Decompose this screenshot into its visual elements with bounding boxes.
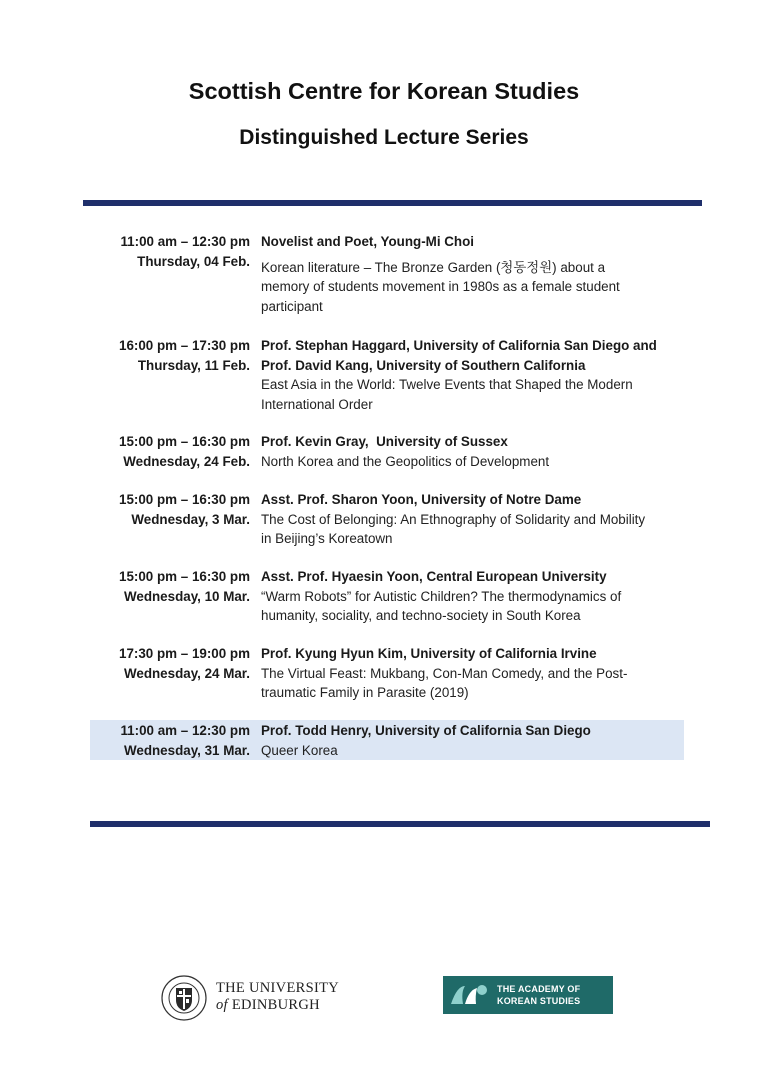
event-speaker: Prof. Kyung Hyun Kim, University of California Irvine: [261, 646, 597, 661]
event-description: Korean literature – The Bronze Garden (청동정원) about a: [261, 259, 606, 275]
event-info: [261, 490, 683, 549]
event-speaker: Prof. Stephan Haggard, University of California San Diego and: [261, 338, 657, 353]
edinburgh-line2: [216, 997, 339, 1014]
event-date: Thursday, 11 Feb.: [137, 357, 250, 373]
event-description: humanity, sociality, and techno-society in South Korea: [261, 608, 581, 623]
event-date: Wednesday, 24 Mar.: [123, 665, 250, 681]
event-time: 17:30 pm – 19:00 pm: [119, 646, 250, 661]
edinburgh-name: EDINBURGH: [231, 997, 320, 1013]
page-subtitle: Distinguished Lecture Series: [239, 126, 529, 149]
event-description: International Order: [261, 396, 373, 412]
event-row: [90, 644, 684, 704]
aks-line1: THE ACADEMY OF: [497, 984, 581, 994]
event-date: Thursday, 04 Feb.: [137, 253, 250, 269]
event-time: 15:00 pm – 16:30 pm: [119, 492, 250, 507]
event-row: [90, 232, 684, 318]
edinburgh-of: of: [216, 997, 228, 1013]
event-when: [90, 432, 250, 471]
event-row-highlighted: [90, 720, 684, 760]
bottom-divider: [90, 821, 710, 827]
event-date: Wednesday, 3 Mar.: [131, 511, 250, 527]
event-when: [90, 490, 250, 529]
event-row: [90, 567, 684, 627]
event-description: Queer Korea: [261, 742, 338, 758]
event-when: [90, 721, 250, 760]
university-of-edinburgh-logo: [160, 974, 360, 1022]
academy-of-korean-studies-logo: [443, 976, 613, 1014]
event-speaker: Novelist and Poet, Young-Mi Choi: [261, 234, 475, 249]
page-title: Scottish Centre for Korean Studies: [188, 78, 580, 104]
event-speaker: Prof. David Kang, University of Southern California: [261, 357, 586, 373]
event-info: [261, 567, 683, 626]
event-time: 11:00 am – 12:30 pm: [120, 723, 250, 738]
event-info: [261, 721, 683, 760]
event-time: 11:00 am – 12:30 pm: [120, 234, 250, 249]
event-row: [90, 432, 684, 472]
event-description: North Korea and the Geopolitics of Development: [261, 453, 550, 469]
event-info: [261, 644, 683, 703]
edinburgh-line1: THE UNIVERSITY: [216, 980, 340, 996]
event-when: [90, 567, 250, 606]
event-when: [90, 232, 250, 271]
event-info: [261, 336, 683, 414]
event-info: [261, 232, 683, 316]
event-description: memory of students movement in 1980s as a female student: [261, 279, 620, 294]
event-date: Wednesday, 24 Feb.: [123, 453, 250, 469]
event-description: traumatic Family in Parasite (2019): [261, 685, 469, 700]
aks-line2: KOREAN STUDIES: [497, 995, 581, 1006]
event-speaker: Prof. Kevin Gray, University of Sussex: [261, 434, 508, 449]
event-time: 15:00 pm – 16:30 pm: [119, 434, 250, 449]
edinburgh-wordmark: [216, 980, 339, 1014]
event-description: The Cost of Belonging: An Ethnography of Solidarity and Mobility: [261, 511, 646, 527]
event-speaker: Prof. Todd Henry, University of California San Diego: [261, 723, 591, 738]
event-when: [90, 336, 250, 375]
aks-emblem-icon: [449, 982, 489, 1008]
event-time: 16:00 pm – 17:30 pm: [119, 338, 250, 353]
top-divider: [83, 200, 702, 206]
event-date: Wednesday, 31 Mar.: [123, 742, 250, 758]
event-description: “Warm Robots” for Autistic Children? The thermodynamics of: [261, 588, 622, 604]
event-row: [90, 490, 684, 550]
event-date: Wednesday, 10 Mar.: [123, 588, 250, 604]
event-time: 15:00 pm – 16:30 pm: [119, 569, 250, 584]
event-description: participant: [261, 298, 323, 314]
event-when: [90, 644, 250, 683]
event-info: [261, 432, 683, 471]
event-description: East Asia in the World: Twelve Events that Shaped the Modern: [261, 377, 633, 392]
event-speaker: Asst. Prof. Hyaesin Yoon, Central European University: [261, 569, 607, 584]
edinburgh-crest-icon: [160, 974, 208, 1022]
event-speaker: Asst. Prof. Sharon Yoon, University of Notre Dame: [261, 492, 582, 507]
event-row: [90, 336, 684, 416]
event-description: The Virtual Feast: Mukbang, Con-Man Comedy, and the Post-: [261, 665, 628, 681]
event-description: in Beijing’s Koreatown: [261, 531, 393, 546]
aks-wordmark: [497, 984, 580, 1007]
